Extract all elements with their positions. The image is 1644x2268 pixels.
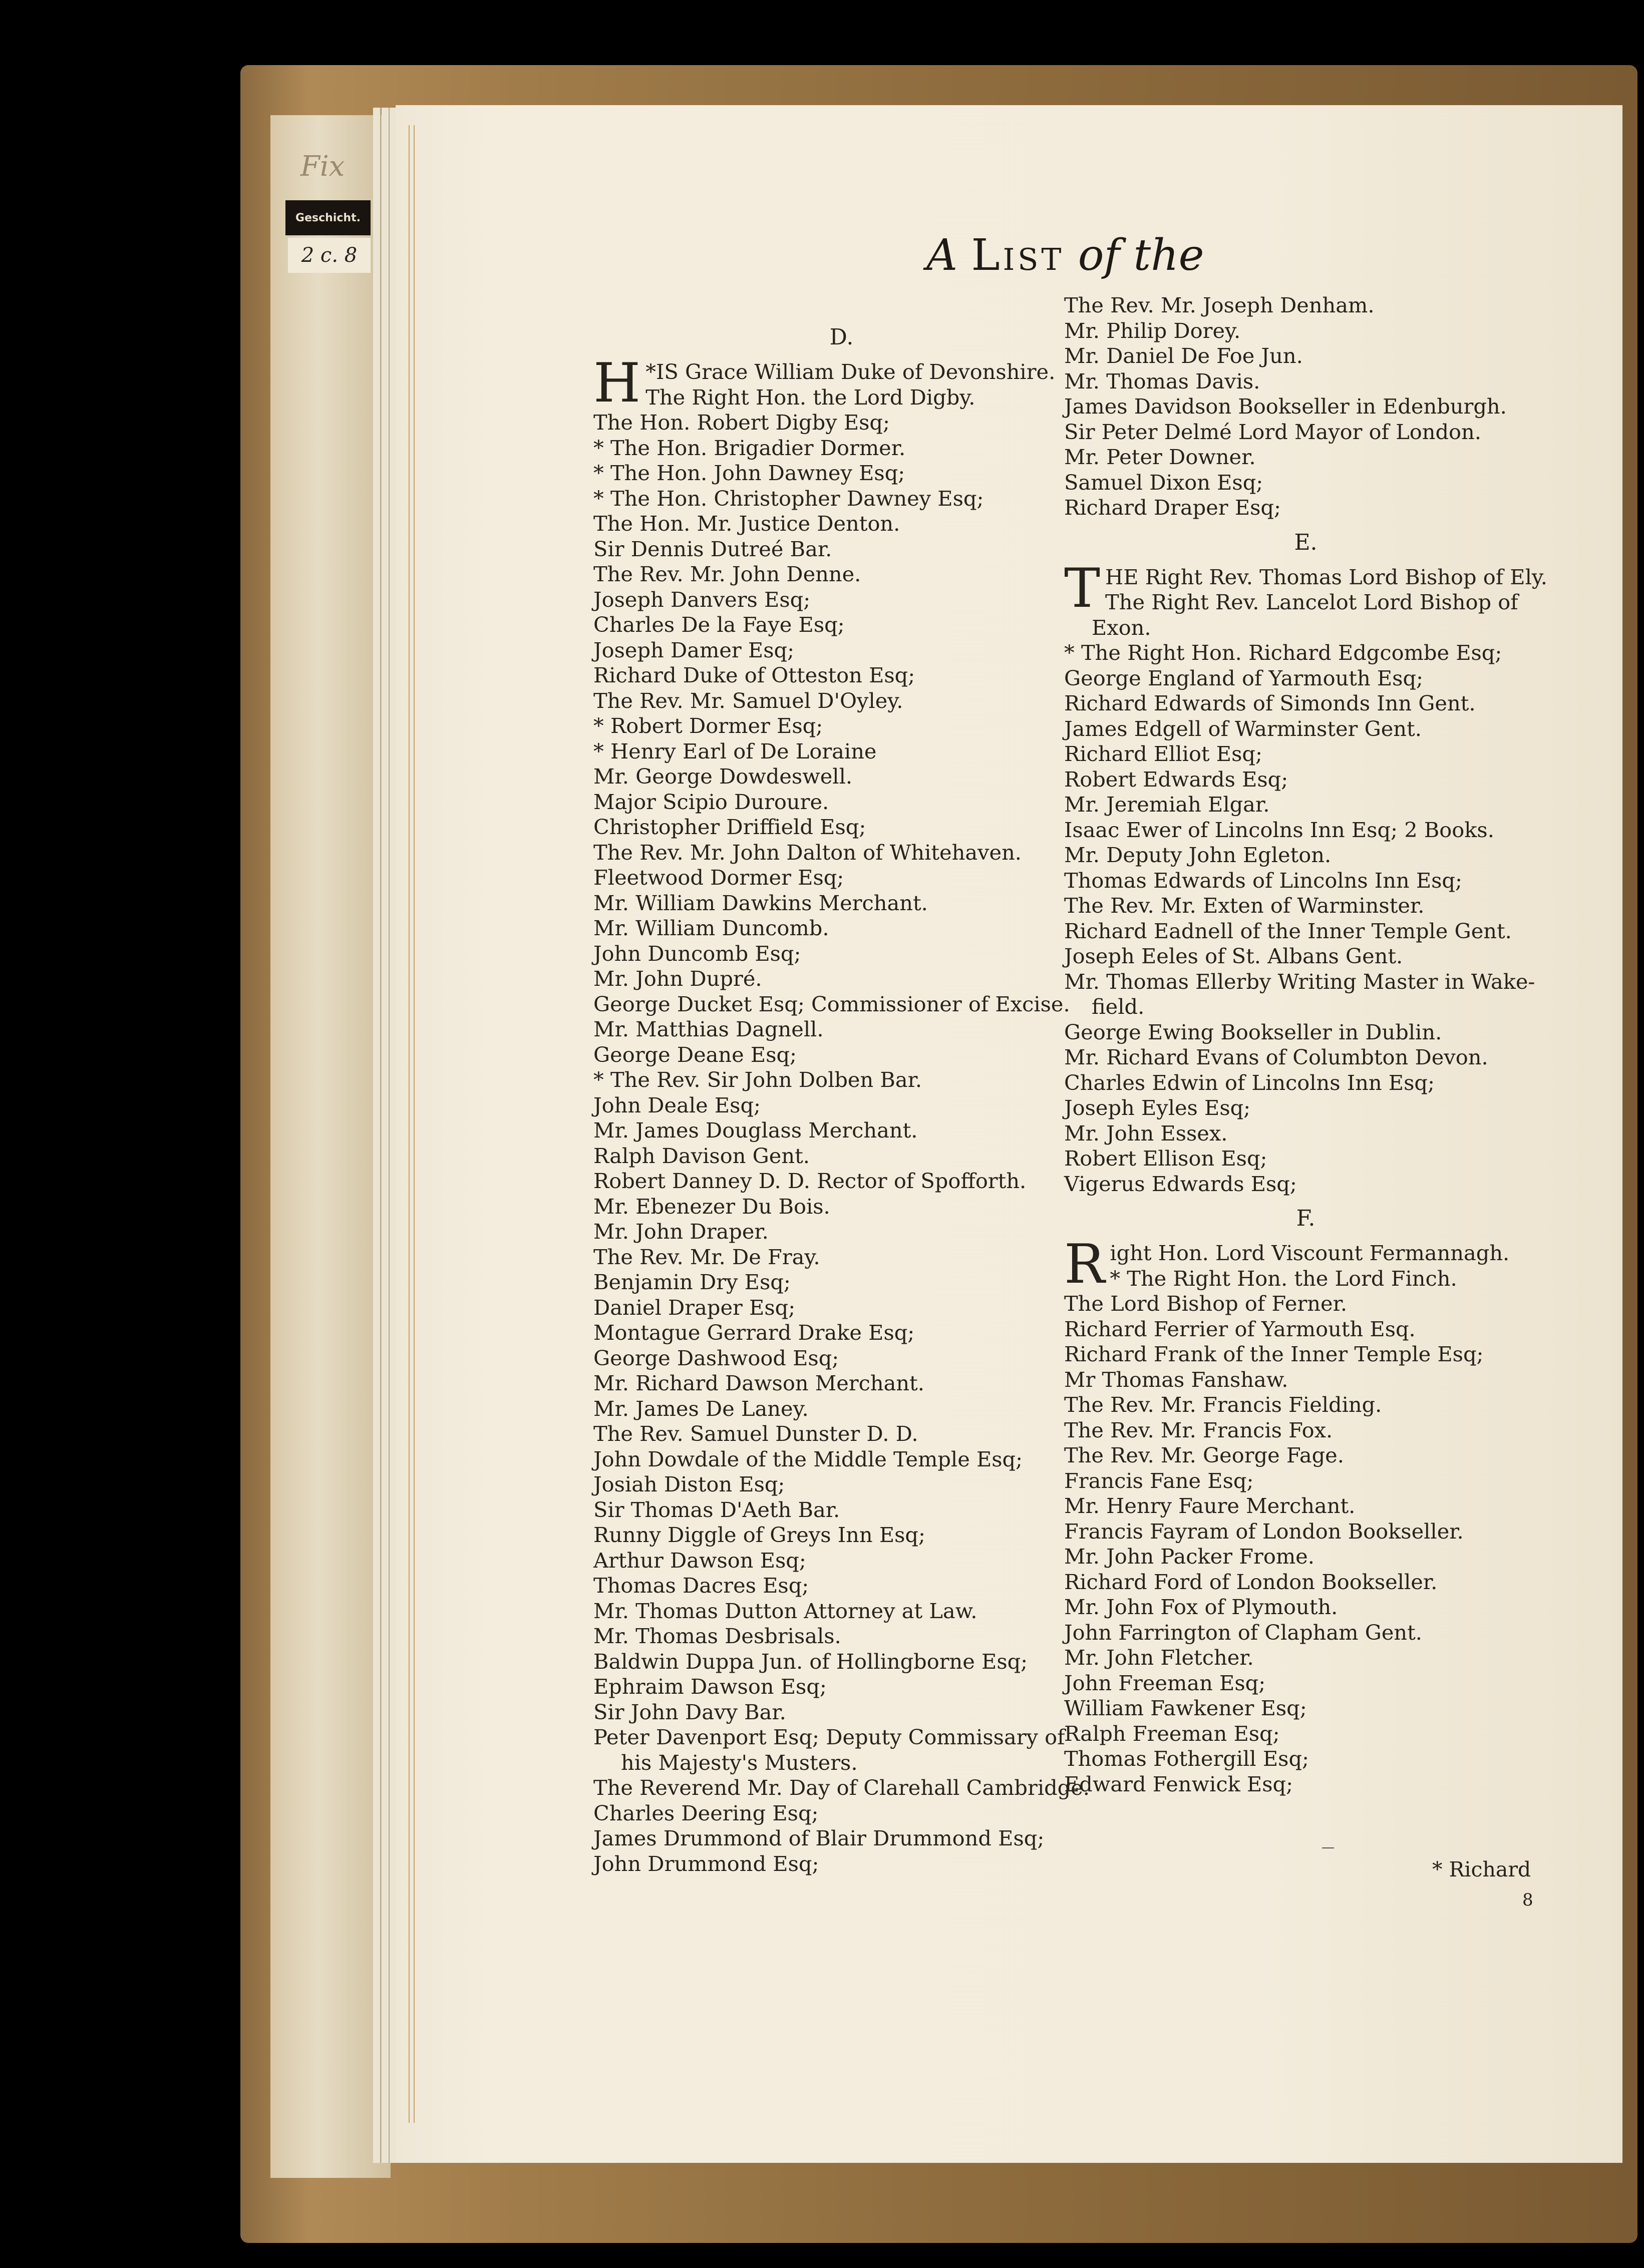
subscriber-entry: Robert Danney D. D. Rector of Spofforth. (593, 1169, 1027, 1193)
subscriber-entry: John Drummond Esq; (593, 1851, 819, 1876)
subscriber-entry: Mr. Peter Downer. (1064, 445, 1256, 469)
subscriber-entry: Joseph Danvers Esq; (593, 587, 811, 612)
subscriber-entry: Fleetwood Dormer Esq; (593, 865, 844, 890)
subscriber-entry: * Henry Earl of De Loraine (593, 738, 877, 764)
subscriber-entry: * Robert Dormer Esq; (593, 713, 823, 738)
subscriber-entry: Exon. (1092, 615, 1151, 640)
subscriber-entry: Mr. James Douglass Merchant. (593, 1118, 918, 1143)
subscriber-entry: Mr. John Packer Frome. (1064, 1544, 1314, 1569)
subscriber-entry: Mr. Thomas Desbrisals. (593, 1624, 841, 1648)
subscriber-entry: John Farrington of Clapham Gent. (1064, 1620, 1423, 1645)
section-letter: F. (1296, 1206, 1316, 1231)
subscriber-entry: * The Rev. Sir John Dolben Bar. (593, 1067, 922, 1092)
subscriber-entry: Charles Edwin of Lincolns Inn Esq; (1064, 1070, 1435, 1095)
subscriber-entry: * The Hon. Brigadier Dormer. (593, 435, 906, 460)
subscriber-entry: The Rev. Mr. Exten of Warminster. (1064, 893, 1425, 918)
subscriber-entry: Francis Fane Esq; (1064, 1468, 1254, 1493)
subscriber-entry: The Right Hon. the Lord Digby. (645, 385, 975, 410)
subscriber-entry: Josiah Diston Esq; (593, 1472, 785, 1496)
subscriber-entry: The Rev. Mr. John Denne. (593, 562, 861, 586)
subscriber-entry: Richard Draper Esq; (1064, 495, 1281, 520)
subscriber-entry: Mr Thomas Fanshaw. (1064, 1367, 1288, 1392)
subscriber-entry: Joseph Eeles of St. Albans Gent. (1064, 944, 1403, 968)
pencil-mark: Fix (300, 150, 345, 183)
subscriber-entry: Peter Davenport Esq; Deputy Commissary of (593, 1725, 1065, 1749)
subscriber-entry: Mr. John Essex. (1064, 1120, 1228, 1146)
subscriber-entry: The Reverend Mr. Day of Clarehall Cambridge. (593, 1775, 1090, 1800)
subscriber-entry: his Majesty's Musters. (621, 1750, 858, 1775)
subscriber-entry: Richard Ferrier of Yarmouth Esq. (1064, 1316, 1416, 1341)
subscriber-entry: Baldwin Duppa Jun. of Hollingborne Esq; (593, 1649, 1028, 1674)
subscriber-entry: James Edgell of Warminster Gent. (1064, 716, 1422, 741)
subscriber-entry: Mr. John Fletcher. (1064, 1645, 1254, 1670)
subscriber-entry: John Duncomb Esq; (593, 941, 801, 966)
subscriber-entry: * The Hon. Christopher Dawney Esq; (593, 486, 984, 511)
subscriber-entry: Edward Fenwick Esq; (1064, 1771, 1293, 1796)
subscriber-entry: Charles Deering Esq; (593, 1800, 819, 1825)
signature-mark: 8 (1522, 1890, 1533, 1910)
drop-capital: T (1064, 557, 1101, 620)
subscriber-entry: Mr. James De Laney. (593, 1396, 809, 1421)
subscriber-entry: Robert Edwards Esq; (1064, 767, 1288, 792)
subscriber-entry: John Deale Esq; (593, 1092, 761, 1117)
subscriber-entry: Benjamin Dry Esq; (593, 1270, 791, 1294)
subscriber-entry: James Davidson Bookseller in Edenburgh. (1064, 394, 1507, 419)
entry-text: ight Hon. Lord Viscount Fermannagh. (1110, 1241, 1510, 1265)
subscriber-entry: The Right Rev. Lancelot Lord Bishop of (1105, 590, 1518, 614)
subscriber-entry: Richard Duke of Otteston Esq; (593, 663, 915, 687)
subscriber-entry: William Fawkener Esq; (1064, 1696, 1307, 1720)
subscriber-entry: Mr. Jeremiah Elgar. (1064, 792, 1270, 817)
subscriber-entry: George Deane Esq; (593, 1042, 797, 1067)
page-edge (382, 108, 390, 2163)
subscriber-entry: Mr. Ebenezer Du Bois. (593, 1194, 830, 1219)
subscriber-entry: The Lord Bishop of Ferner. (1064, 1291, 1348, 1316)
subscriber-entry: Richard Eadnell of the Inner Temple Gent. (1064, 918, 1512, 943)
shelf-number: 2 c. 8 (288, 238, 371, 273)
subscriber-entry: Mr. William Duncomb. (593, 916, 829, 940)
page-edge (373, 108, 381, 2163)
subscriber-entry: Major Scipio Duroure. (593, 789, 829, 814)
subscriber-entry: * The Right Hon. Richard Edgcombe Esq; (1064, 640, 1502, 665)
spine-strip (270, 115, 391, 2178)
subscriber-entry: Mr. Richard Dawson Merchant. (593, 1371, 924, 1395)
subscriber-entry: Sir Dennis Dutreé Bar. (593, 536, 832, 561)
section-letter: E. (1294, 529, 1318, 555)
subscriber-entry: Mr. Henry Faure Merchant. (1064, 1493, 1356, 1518)
subscriber-entry: Mr. Deputy John Egleton. (1064, 843, 1332, 867)
section-letter: D. (829, 324, 854, 350)
subscriber-entry: Mr. Thomas Davis. (1064, 368, 1260, 394)
subscriber-entry: The Hon. Robert Digby Esq; (593, 410, 890, 435)
subscriber-entry: Mr. Thomas Ellerby Writing Master in Wake- (1064, 969, 1535, 994)
subscriber-entry: James Drummond of Blair Drummond Esq; (593, 1826, 1045, 1850)
subscriber-entry: Vigerus Edwards Esq; (1064, 1171, 1297, 1196)
subscriber-entry: Mr. Philip Dorey. (1064, 318, 1241, 343)
right-column (1064, 293, 1547, 1797)
subscriber-entry: John Dowdale of the Middle Temple Esq; (593, 1446, 1023, 1471)
subscriber-entry: The Hon. Mr. Justice Denton. (593, 511, 900, 536)
subscriber-entry: George Ducket Esq; Commissioner of Excise. (593, 991, 1070, 1016)
subscriber-entry: field. (1092, 994, 1145, 1019)
entry-text: HE Right Rev. Thomas Lord Bishop of Ely. (1105, 564, 1547, 589)
page-rule (414, 125, 415, 2123)
drop-capital: R (1064, 1233, 1105, 1296)
subscriber-entry: Sir Thomas D'Aeth Bar. (593, 1497, 840, 1522)
subscriber-entry: Mr. Daniel De Foe Jun. (1064, 343, 1303, 368)
subscriber-entry: Runny Diggle of Greys Inn Esq; (593, 1523, 925, 1547)
page-rule (409, 125, 410, 2123)
subscriber-entry: John Freeman Esq; (1064, 1670, 1266, 1695)
subscriber-entry: Mr. William Dawkins Merchant. (593, 890, 928, 915)
subscriber-entry: Mr. Matthias Dagnell. (593, 1017, 824, 1041)
subscriber-entry: The Rev. Mr. Samuel D'Oyley. (593, 688, 903, 713)
subscriber-entry: Thomas Edwards of Lincolns Inn Esq; (1064, 868, 1462, 893)
subscriber-entry: Sir Peter Delmé Lord Mayor of London. (1064, 419, 1481, 444)
subscriber-entry: George Ewing Bookseller in Dublin. (1064, 1019, 1442, 1044)
subscriber-entry: The Rev. Mr. De Fray. (593, 1244, 820, 1269)
subscriber-entry: Thomas Dacres Esq; (593, 1573, 809, 1598)
heading-smallcaps: List (971, 230, 1065, 280)
subscriber-entry: Arthur Dawson Esq; (593, 1548, 806, 1573)
subscriber-entry: George England of Yarmouth Esq; (1064, 665, 1424, 690)
subscriber-entry: Montague Gerrard Drake Esq; (593, 1320, 915, 1345)
subscriber-entry: Mr. Richard Evans of Columbton Devon. (1064, 1045, 1488, 1069)
subscriber-entry: Sir John Davy Bar. (593, 1699, 786, 1724)
subscriber-entry: Robert Ellison Esq; (1064, 1146, 1267, 1171)
subscriber-entry: Samuel Dixon Esq; (1064, 470, 1263, 495)
left-column (593, 315, 1090, 1876)
subscriber-entry: Richard Elliot Esq; (1064, 741, 1262, 766)
subscriber-entry: Ralph Freeman Esq; (1064, 1721, 1280, 1746)
entry-text: IS Grace William Duke of Devonshire. (655, 359, 1056, 384)
asterisk-mark: * (645, 359, 656, 384)
shelf-label: Geschicht. (285, 200, 371, 235)
subscriber-entry: The Rev. Mr. John Dalton of Whitehaven. (593, 840, 1022, 865)
subscriber-entry: Isaac Ewer of Lincolns Inn Esq; 2 Books. (1064, 817, 1494, 842)
subscriber-entry: Mr. John Fox of Plymouth. (1064, 1595, 1338, 1619)
subscriber-entry: Francis Fayram of London Bookseller. (1064, 1519, 1464, 1544)
subscriber-entry: The Rev. Mr. Francis Fox. (1064, 1417, 1333, 1442)
subscriber-entry: George Dashwood Esq; (593, 1345, 839, 1370)
rule-dash (1322, 1847, 1334, 1848)
subscriber-entry: The Rev. Mr. Joseph Denham. (1064, 293, 1375, 317)
subscriber-entry: The Rev. Mr. Francis Fielding. (1064, 1392, 1382, 1417)
subscriber-entry: The Rev. Samuel Dunster D. D. (593, 1421, 918, 1446)
subscriber-entry: Mr. John Dupré. (593, 966, 762, 991)
subscriber-entry: Richard Frank of the Inner Temple Esq; (1064, 1342, 1484, 1366)
subscriber-entry: Ephraim Dawson Esq; (593, 1674, 827, 1699)
catchword: * Richard (1432, 1857, 1531, 1881)
page-heading (926, 230, 1204, 280)
subscriber-entry: Thomas Fothergill Esq; (1064, 1746, 1309, 1771)
subscriber-entry: Mr. Thomas Dutton Attorney at Law. (593, 1598, 977, 1623)
subscriber-entry: Charles De la Faye Esq; (593, 612, 845, 637)
subscriber-entry: Ralph Davison Gent. (593, 1143, 810, 1168)
subscriber-entry: Mr. John Draper. (593, 1219, 769, 1244)
subscriber-entry: Joseph Eyles Esq; (1064, 1095, 1251, 1120)
subscriber-entry: Christopher Driffield Esq; (593, 815, 866, 839)
drop-capital: H (593, 352, 641, 415)
heading-prefix: A (926, 230, 958, 280)
subscriber-entry: Joseph Damer Esq; (593, 637, 795, 662)
subscriber-entry: * The Hon. John Dawney Esq; (593, 461, 905, 485)
subscriber-entry: Richard Edwards of Simonds Inn Gent. (1064, 691, 1476, 715)
heading-suffix: of the (1078, 230, 1204, 280)
subscriber-entry: The Rev. Mr. George Fage. (1064, 1443, 1344, 1467)
subscriber-entry: Mr. George Dowdeswell. (593, 764, 853, 789)
subscriber-entry: Daniel Draper Esq; (593, 1295, 796, 1320)
subscriber-entry: * The Right Hon. the Lord Finch. (1110, 1266, 1457, 1291)
subscriber-entry: Richard Ford of London Bookseller. (1064, 1569, 1438, 1594)
